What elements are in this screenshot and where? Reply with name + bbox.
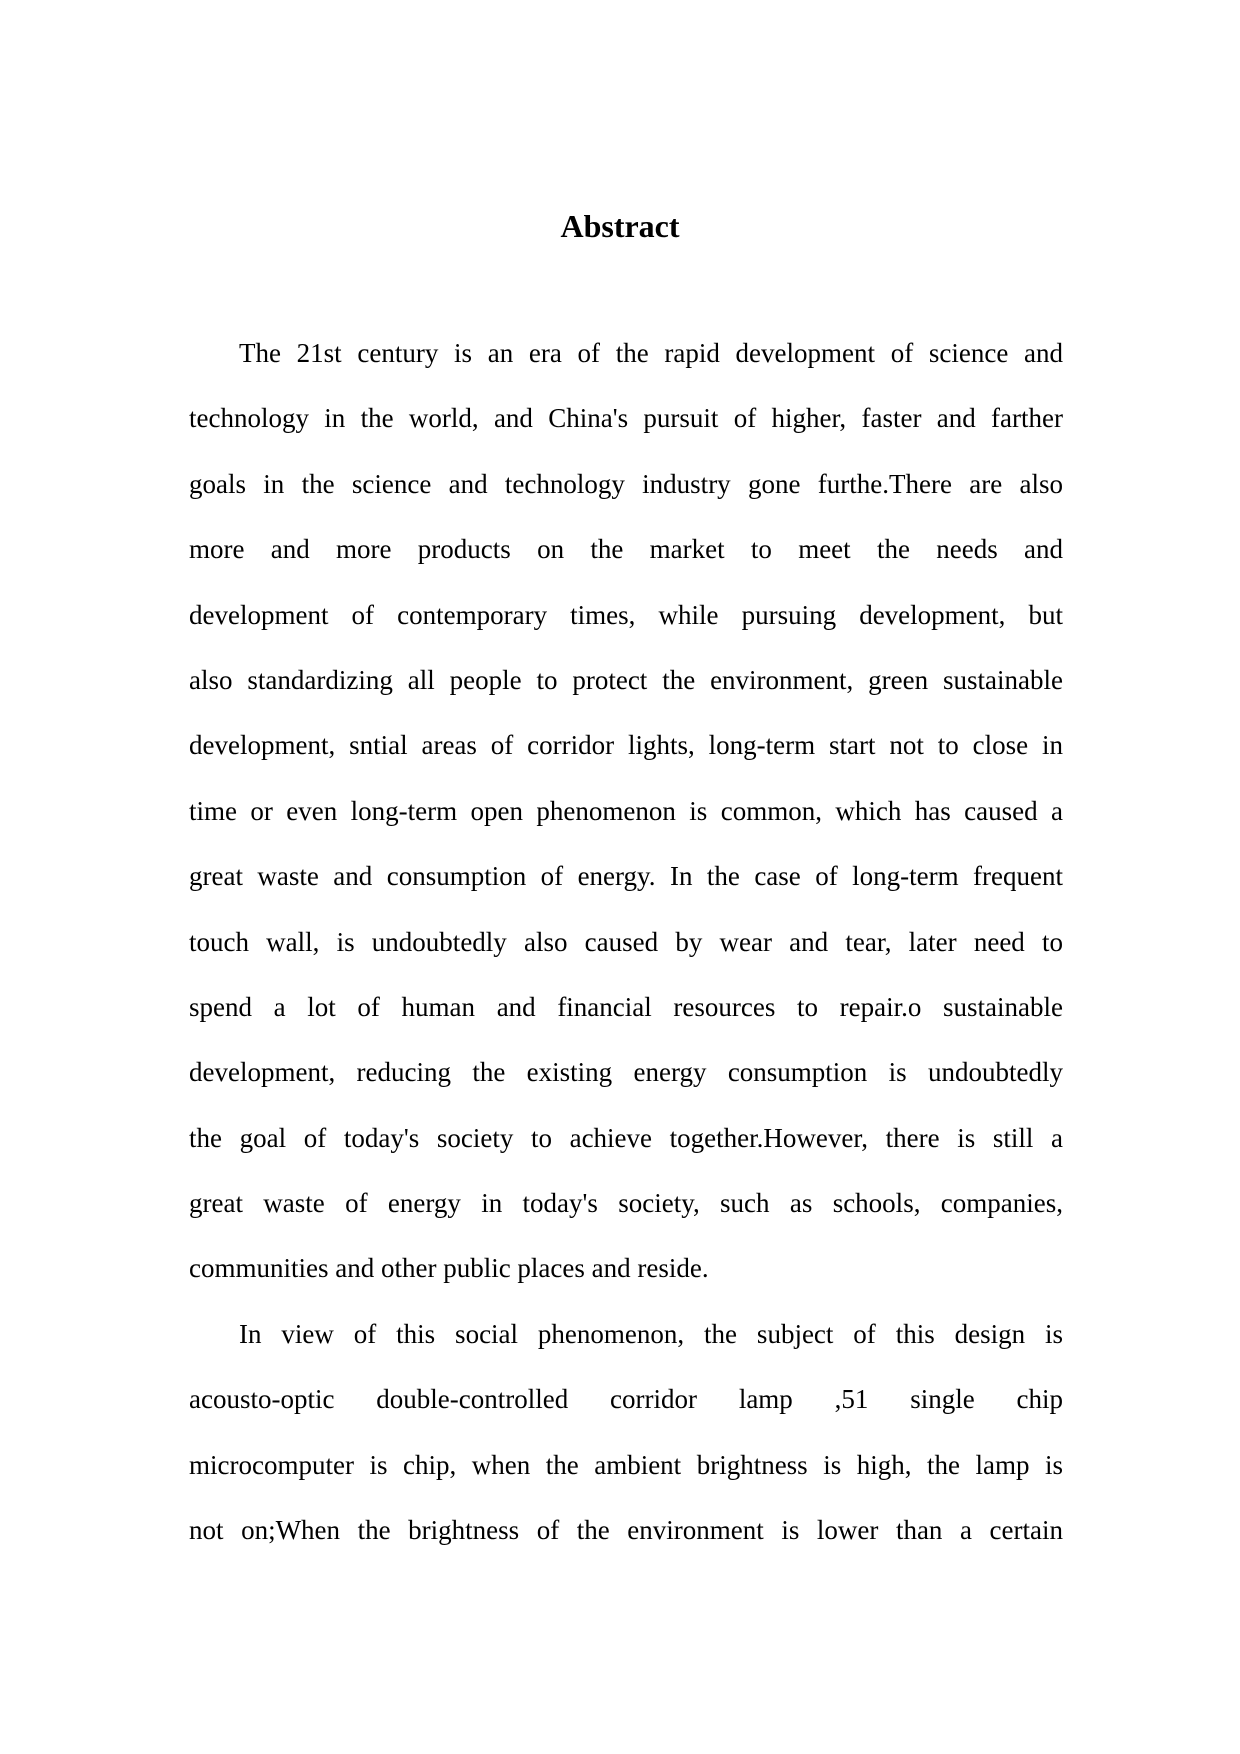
text-line: spend a lot of human and financial resources to repair.o sustainable bbox=[189, 991, 1063, 1022]
text-line: more and more products on the market to meet the needs and bbox=[189, 534, 1063, 565]
text-line: great waste of energy in today's society, such as schools, companies, bbox=[189, 1188, 1063, 1219]
text-line: technology in the world, and China's pursuit of higher, faster and farther bbox=[189, 403, 1063, 434]
page-title: Abstract bbox=[560, 208, 680, 244]
text-line: goals in the science and technology industry gone furthe.There are also bbox=[189, 468, 1063, 499]
text-line: time or even long-term open phenomenon is common, which has caused a bbox=[189, 795, 1063, 826]
text-line: acousto-optic double-controlled corridor lamp ,51 single chip bbox=[189, 1384, 1063, 1415]
text-line: The 21st century is an era of the rapid development of science and bbox=[239, 338, 1063, 368]
text-line: development of contemporary times, while pursuing development, but bbox=[189, 599, 1063, 630]
abstract-body bbox=[189, 333, 1063, 1575]
text-line: also standardizing all people to protect the environment, green sustainable bbox=[189, 664, 1063, 695]
text-line: development, reducing the existing energy consumption is undoubtedly bbox=[189, 1057, 1063, 1088]
text-line: great waste and consumption of energy. In the case of long-term frequent bbox=[189, 861, 1063, 892]
text-line: microcomputer is chip, when the ambient brightness is high, the lamp is bbox=[189, 1449, 1063, 1480]
text-line: not on;When the brightness of the environment is lower than a certain bbox=[189, 1515, 1063, 1546]
text-line: the goal of today's society to achieve together.However, there is still a bbox=[189, 1122, 1063, 1153]
text-line: development, sntial areas of corridor lights, long-term start not to close in bbox=[189, 730, 1063, 761]
text-line: communities and other public places and reside. bbox=[189, 1253, 709, 1284]
text-line: In view of this social phenomenon, the subject of this design is bbox=[239, 1318, 1063, 1349]
text-line: touch wall, is undoubtedly also caused by wear and tear, later need to bbox=[189, 926, 1063, 957]
